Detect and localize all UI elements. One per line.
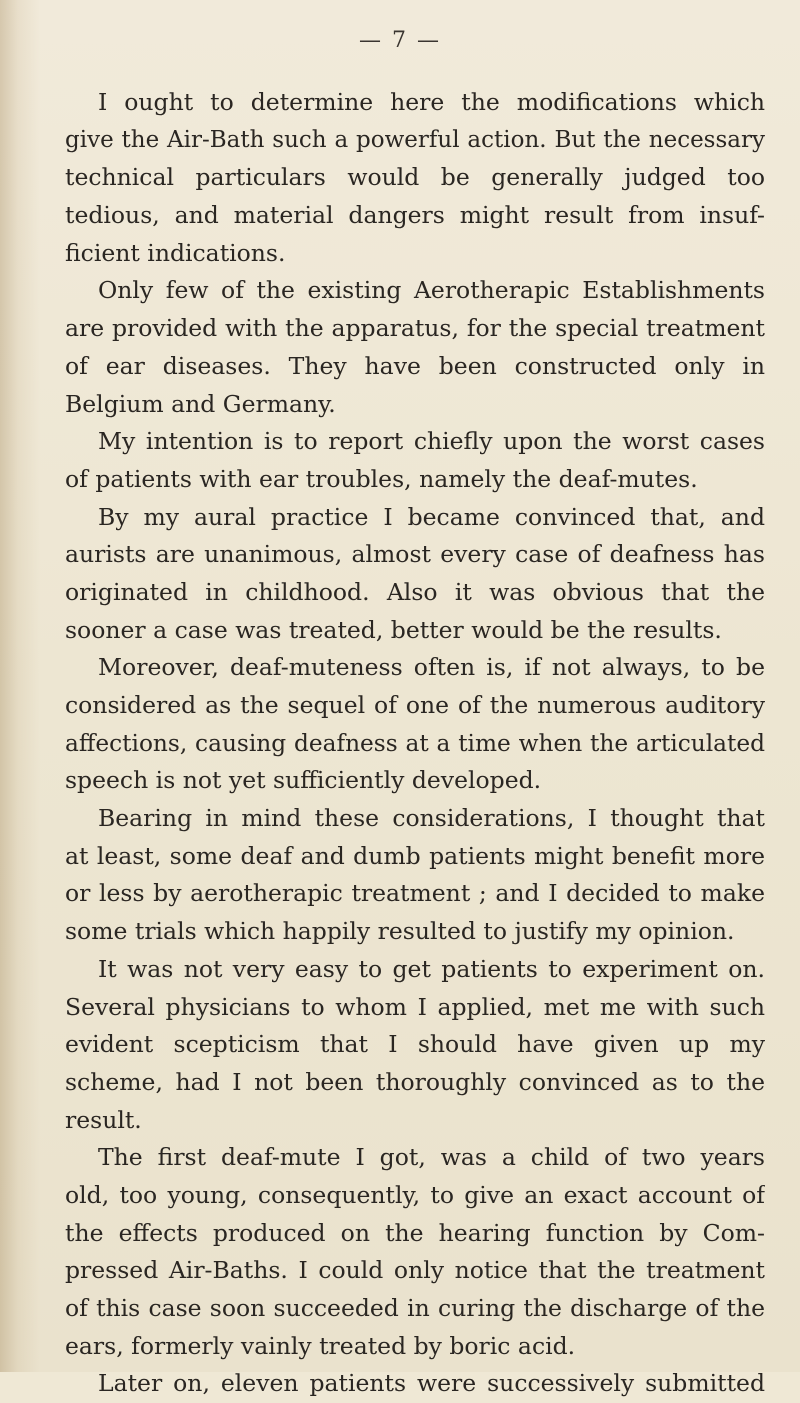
text-line: the effects produced on the hearing function by Com- [65,1218,765,1247]
text-line: originated in childhood. Also it was obvious that the [65,577,765,606]
text-line: result. [65,1105,142,1134]
text-line: at least, some deaf and dumb patients might benefit more [65,841,765,870]
text-line: of patients with ear troubles, namely the deaf-mutes. [65,464,698,493]
text-line: ears, formerly vainly treated by boric acid. [65,1331,576,1360]
text-line: evident scepticism that I should have given up my [65,1030,765,1059]
text-line: considered as the sequel of one of the numerous auditory [65,691,765,719]
text-line: Later on, eleven patients were successively submitted [98,1369,765,1398]
text-line: Only few of the existing Aerotherapic Establishments [98,276,765,305]
text-line: By my aural practice I became convinced that, and [98,502,765,531]
text-line: scheme, had I not been thoroughly convinced as to the [65,1067,765,1096]
text-line: speech is not yet sufficiently developed. [65,766,542,795]
text-line: Moreover, deaf-muteness often is, if not always, to be [98,653,765,682]
text-line: Several physicians to whom I applied, met me with such [65,992,765,1021]
text-line: pressed Air-Baths. I could only notice that the treatment [65,1256,765,1285]
text-line: old, too young, consequently, to give an exact account of [65,1180,765,1209]
text-line: Bearing in mind these considerations, I thought that [98,804,765,833]
text-line: It was not very easy to get patients to experiment on. [98,954,765,983]
text-line: affections, causing deafness at a time when the articulated [65,729,765,757]
text-line: technical particulars would be generally judged too [65,163,765,192]
text-line: aurists are unanimous, almost every case of deafness has [65,540,765,569]
text-line: are provided with the apparatus, for the special treatment [65,314,765,343]
text-line: or less by aerotherapic treatment ; and I decided to make [65,879,765,908]
text-line: give the Air-Bath such a powerful action. But the necessary [65,126,765,153]
text-line: of this case soon succeeded in curing the discharge of the [65,1294,765,1322]
text-line: My intention is to report chiefly upon the worst cases [98,427,765,456]
text-line: sooner a case was treated, better would be the results. [65,615,722,644]
text-line: I ought to determine here the modifications which [98,88,765,116]
body-text [65,84,765,1403]
text-line: some trials which happily resulted to justify my opinion. [65,917,735,946]
text-line: The first deaf-mute I got, was a child of two years [98,1143,765,1172]
text-line: of ear diseases. They have been constructed only in [65,351,765,380]
page-number: — 7 — [359,28,441,53]
text-line: ficient indications. [65,238,286,267]
text-line: tedious, and material dangers might result from insuf- [65,201,765,230]
text-line: Belgium and Germany. [65,389,336,418]
